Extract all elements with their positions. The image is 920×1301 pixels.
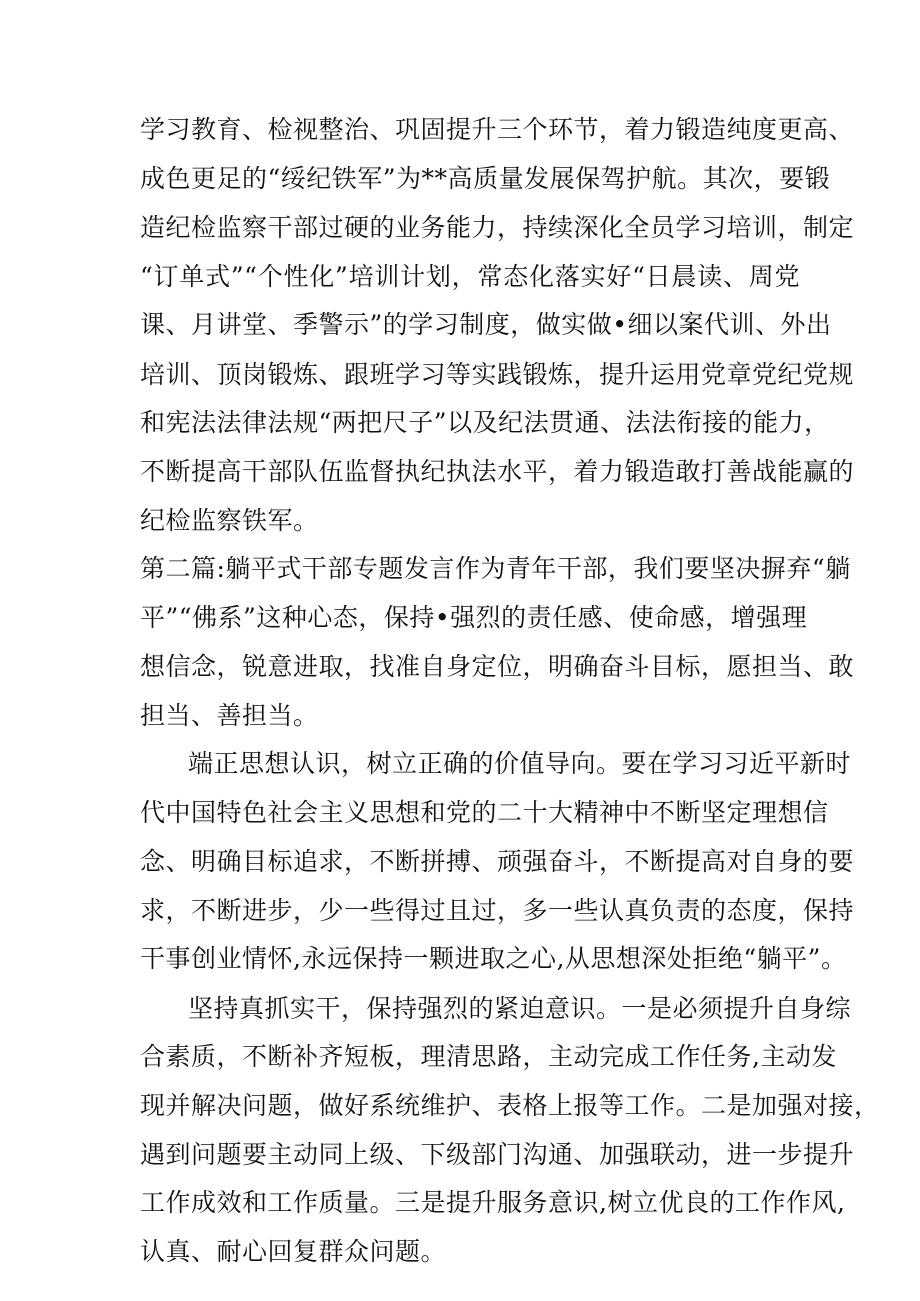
text-line: 担当、善担当。 (140, 701, 319, 730)
text-line: 平”“佛系”这种心态，保持•强烈的责任感、使命感，增强理 (140, 603, 808, 632)
text-line: 造纪检监察干部过硬的业务能力，持续深化全员学习培训，制定 (140, 213, 855, 242)
text-line: 课、月讲堂、季警示”的学习制度，做实做•细以案代训、外出 (140, 310, 832, 339)
text-line: 学习教育、检视整治、巩固提升三个环节，着力锻造纯度更高、 (140, 115, 855, 144)
text-line: 和宪法法律法规“两把尺子”以及纪法贯通、法法衔接的能力， (140, 408, 830, 437)
text-line: “订单式”“个性化”培训计划，常态化落实好“日晨读、周党 (140, 262, 800, 291)
text-line: 现并解决问题，做好系统维护、表格上报等工作。二是加强对接， (140, 1091, 880, 1120)
text-line: 端正思想认识，树立正确的价值导向。要在学习习近平新时 (188, 749, 852, 778)
text-line: 干事创业情怀,永远保持一颗进取之心,从思想深处拒绝“躺平”。 (140, 944, 847, 973)
text-line: 代中国特色社会主义思想和党的二十大精神中不断坚定理想信 (140, 798, 829, 827)
text-line: 不断提高干部队伍监督执纪执法水平，着力锻造敢打善战能赢的 (140, 457, 855, 486)
text-line: 工作成效和工作质量。三是提升服务意识,树立优良的工作作风, (140, 1188, 846, 1217)
text-line: 培训、顶岗锻炼、跟班学习等实践锻炼，提升运用党章党纪党规 (140, 360, 855, 389)
text-line: 想信念，锐意进取，找准自身定位，明确奋斗目标，愿担当、敢 (140, 652, 855, 681)
text-line: 合素质，不断补齐短板，理清思路，主动完成工作任务,主动发 (140, 1042, 837, 1071)
text-line: 念、明确目标追求，不断拼搏、顽强奋斗，不断提高对自身的要 (140, 847, 855, 876)
text-line: 纪检监察铁军。 (140, 506, 319, 535)
text-line: 求，不断进步，少一些得过且过，多一些认真负责的态度，保持 (140, 896, 855, 925)
text-line: 遇到问题要主动同上级、下级部门沟通、加强联动，进一步提升 (140, 1140, 855, 1169)
text-line: 成色更足的“绥纪铁军”为**高质量发展保驾护航。其次，要锻 (140, 164, 831, 193)
text-line: 认真、耐心回复群众问题。 (140, 1237, 447, 1266)
text-line: 第二篇:躺平式干部专题发言作为青年干部，我们要坚决摒弃“躺 (140, 554, 851, 583)
text-line: 坚持真抓实干，保持强烈的紧迫意识。一是必须提升自身综 (188, 994, 852, 1023)
